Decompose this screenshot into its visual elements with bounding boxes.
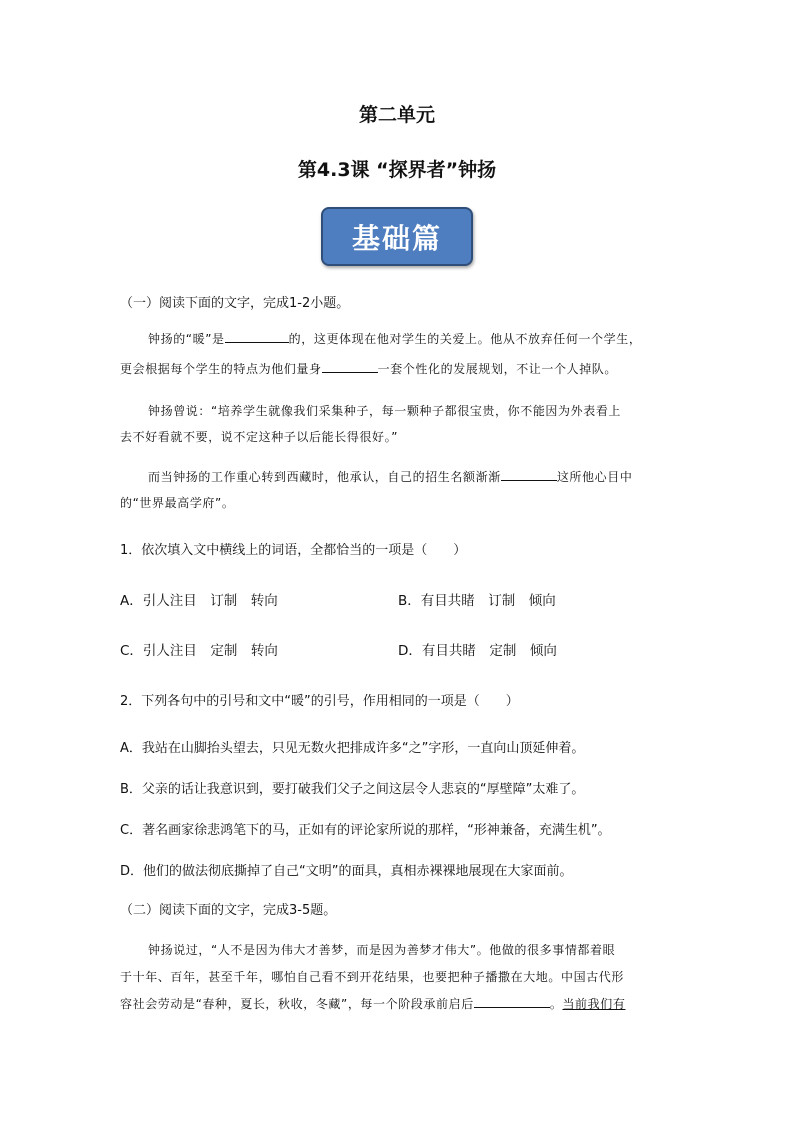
question-2-option-c[interactable]: C．著名画家徐悲鸿笔下的马，正如有的评论家所说的那样，“形神兼备，充满生机”。	[120, 823, 611, 838]
question-1-option-d[interactable]: D．有目共睹 定制 倾向	[398, 643, 557, 659]
passage-line	[120, 995, 625, 1012]
question-1-option-b[interactable]: B．有目共睹 订制 倾向	[398, 593, 556, 609]
question-2-option-d[interactable]: D．他们的做法彻底撕掉了自己“文明”的面具，真相赤裸裸地展现在大家面前。	[120, 864, 573, 879]
basic-level-badge	[321, 207, 473, 266]
section-two-heading: （二）阅读下面的文字，完成3-5题。	[120, 903, 337, 918]
fill-blank	[501, 468, 557, 481]
passage-text: 而当钟扬的工作重心转到西藏时，他承认，自己的招生名额渐渐	[148, 470, 501, 484]
question-1-option-a[interactable]: A．引人注目 订制 转向	[120, 593, 278, 609]
passage-line: 于十年、百年，甚至千年，哪怕自己看不到开花结果，也要把种子播撒在大地。中国古代形	[120, 970, 625, 984]
passage-text: 的，这更体现在他对学生的关爱上。他从不放弃任何一个学生，	[288, 332, 642, 346]
passage-line: 钟扬曾说：“培养学生就像我们采集种子，每一颗种子都很宝贵，你不能因为外表看上	[148, 404, 622, 418]
passage-text: 一套个性化的发展规划，不让一个人掉队。	[377, 362, 618, 376]
badge-label: 基础篇	[351, 221, 442, 255]
passage-line	[148, 468, 632, 485]
passage-text: 容社会劳动是“春种，夏长，秋收，冬藏”，每一个阶段承前启后	[120, 997, 474, 1011]
passage-text: 。	[549, 997, 563, 1011]
question-1-stem: 1．依次填入文中横线上的词语，全都恰当的一项是（ ）	[120, 543, 467, 558]
question-2-option-a[interactable]: A．我站在山脚抬头望去，只见无数火把排成许多“之”字形，一直向山顶延伸着。	[120, 741, 585, 756]
passage-text: 这所他心目中	[556, 470, 633, 484]
fill-blank	[474, 995, 550, 1008]
lesson-title: 第4.3课 “探界者”钟扬	[297, 159, 497, 181]
passage-text: 钟扬的“暖”是	[148, 332, 225, 346]
question-1-option-c[interactable]: C．引人注目 定制 转向	[120, 643, 278, 659]
passage-line	[148, 330, 641, 347]
underlined-sentence: 当前我们有	[562, 997, 626, 1011]
unit-title: 第二单元	[358, 104, 435, 126]
question-2-option-b[interactable]: B．父亲的话让我意识到，要打破我们父子之间这层令人悲哀的“厚壁障”太难了。	[120, 782, 585, 797]
fill-blank	[322, 360, 378, 373]
passage-line: 的“世界最高学府”。	[120, 496, 235, 510]
section-one-heading: （一）阅读下面的文字，完成1-2小题。	[120, 296, 350, 311]
question-2-stem: 2．下列各句中的引号和文中“暖”的引号，作用相同的一项是（ ）	[120, 694, 519, 709]
passage-text: 更会根据每个学生的特点为他们量身	[120, 362, 322, 376]
fill-blank	[225, 330, 289, 343]
passage-line: 去不好看就不要，说不定这种子以后能长得很好。”	[120, 430, 399, 444]
passage-line: 钟扬说过，“人不是因为伟大才善梦，而是因为善梦才伟大”。他做的很多事情都着眼	[148, 943, 616, 957]
passage-line	[120, 360, 617, 377]
